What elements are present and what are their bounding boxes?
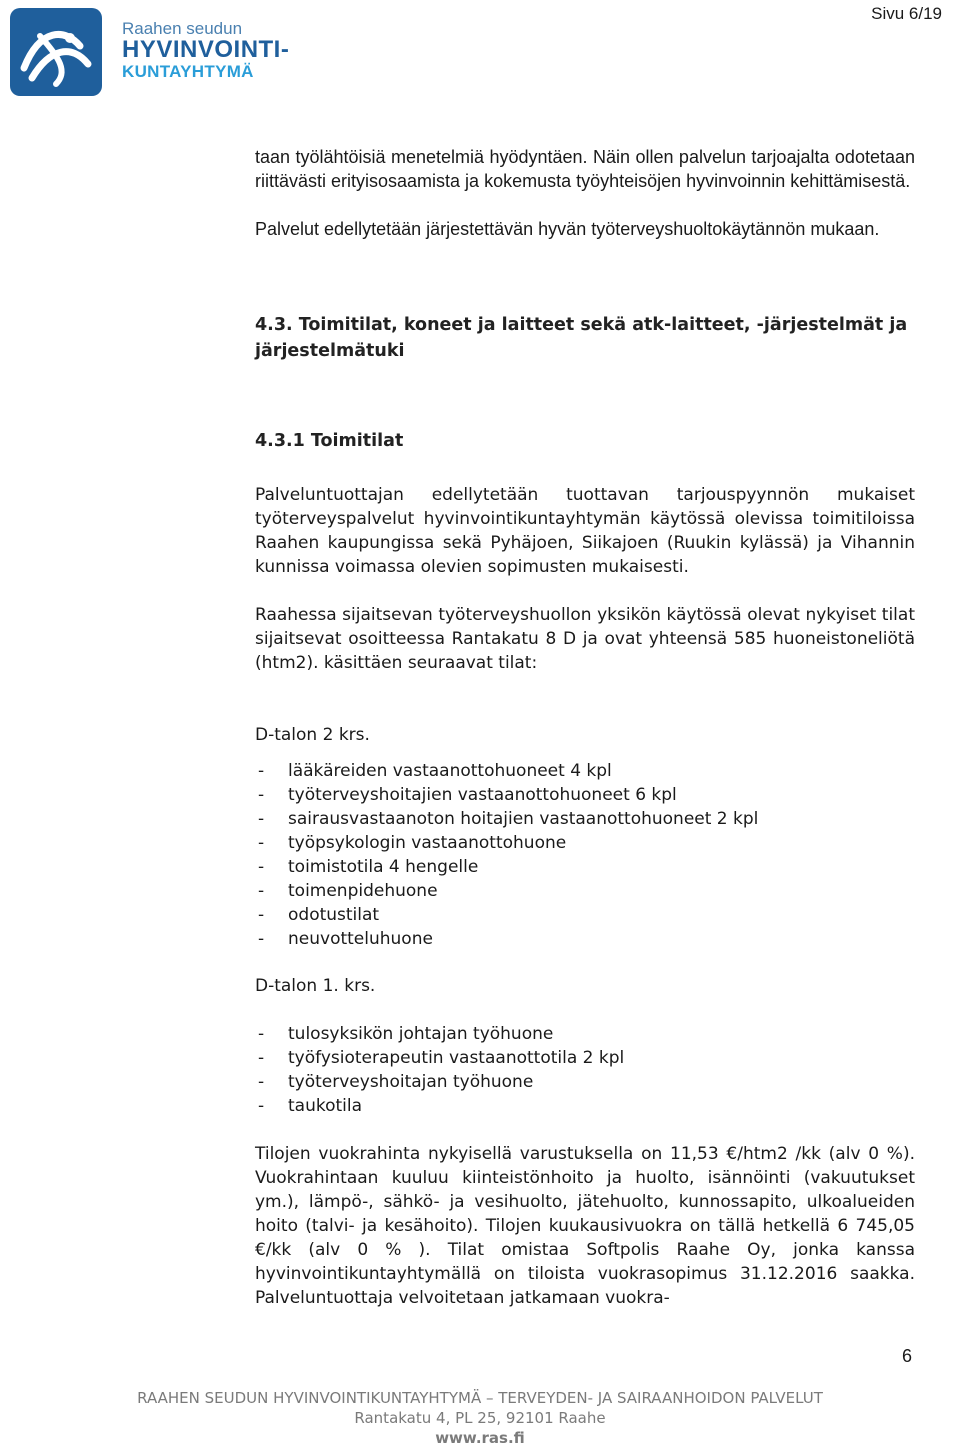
body-paragraph-2: Raahessa sijaitsevan työterveyshuollon yksikön käytössä olevat nykyiset tilat sijaitsevat osoitteessa Rantakatu 8 D ja ovat yhteensä 585 huoneistoneliötä (htm2). käsittäen seuraavat tilat: <box>255 605 915 673</box>
list-item: - neuvotteluhuone <box>255 927 915 951</box>
list-item: - odotustilat <box>255 903 915 927</box>
list-item: - työfysioterapeutin vastaanottotila 2 kpl <box>255 1046 915 1070</box>
logo-line-2: HYVINVOINTI- <box>122 36 290 63</box>
subsection-heading: 4.3.1 Toimitilat <box>255 431 404 451</box>
intro-paragraph-2: Palvelut edellytetään järjestettävän hyvän työterveyshuoltokäytännön mukaan. <box>255 219 880 239</box>
organization-logo <box>10 8 340 100</box>
intro-paragraph-1: taan työlähtöisiä menetelmiä hyödyntäen. Näin ollen palvelun tarjoajalta odotetaan riittävästi erityisosaamista ja kokemusta työyhteisöjen hyvinvoinnin kehittämisestä. <box>255 147 915 191</box>
list-item: - taukotila <box>255 1094 915 1118</box>
list-item: - työterveyshoitajan työhuone <box>255 1070 915 1094</box>
body-paragraph-1: Palveluntuottajan edellytetään tuottavan tarjouspyynnön mukaiset työterveyspalvelut hyvinvointikuntayhtymän käytössä olevissa toimitiloissa Raahen kaupungissa sekä Pyhäjoen, Siikajoen (Ruukin kylässä) ja Vihannin kunnissa voimassa olevien sopimusten mukaisesti. <box>255 485 915 577</box>
logo-line-3: KUNTAYHTYMÄ <box>122 62 254 81</box>
footer-address: Rantakatu 4, PL 25, 92101 Raahe <box>354 1409 606 1427</box>
list-item: - työpsykologin vastaanottohuone <box>255 831 915 855</box>
page-indicator: Sivu 6/19 <box>871 4 942 23</box>
floor1-title: D-talon 1. krs. <box>255 976 376 996</box>
knot-icon <box>10 8 102 96</box>
list-item: - tulosyksikön johtajan työhuone <box>255 1022 915 1046</box>
list-item: - sairausvastaanoton hoitajien vastaanottohuoneet 2 kpl <box>255 807 915 831</box>
page-number: 6 <box>902 1346 913 1366</box>
body-paragraph-3: Tilojen vuokrahinta nykyisellä varustuksella on 11,53 €/htm2 /kk (alv 0 %). Vuokrahintaan kuuluu kiinteistönhoito ja huolto, isännöinti (vakuutukset ym.), lämpö-, sähkö- ja vesihuolto, jätehuolto, kunnossapito, ulkoalueiden hoito (talvi- ja kesähoito). Tilojen kuukausivuokra on tällä hetkellä 6 745,05 €/kk (alv 0 % ). Tilat omistaa Softpolis Raahe Oy, jonka kanssa hyvinvointikuntayhtymällä on tiloista vuokrasopimus 31.12.2016 saakka. Palveluntuottaja velvoitetaan jatkamaan vuokra- <box>255 1144 915 1308</box>
floor2-list <box>255 759 915 951</box>
footer-organization: RAAHEN SEUDUN HYVINVOINTIKUNTAYHTYMÄ – TERVEYDEN- JA SAIRAANHOIDON PALVELUT <box>137 1389 823 1407</box>
list-item: - työterveyshoitajien vastaanottohuoneet 6 kpl <box>255 783 915 807</box>
floor2-title: D-talon 2 krs. <box>255 725 370 745</box>
list-item: - lääkäreiden vastaanottohuoneet 4 kpl <box>255 759 915 783</box>
list-item: - toimistotila 4 hengelle <box>255 855 915 879</box>
list-item: - toimenpidehuone <box>255 879 915 903</box>
floor1-list <box>255 1022 915 1118</box>
footer-website[interactable]: www.ras.fi <box>435 1429 525 1447</box>
logo-line-1: Raahen seudun <box>122 19 243 38</box>
section-heading: 4.3. Toimitilat, koneet ja laitteet sekä atk-laitteet, -järjestelmät ja järjestelmätuki <box>255 315 908 361</box>
logo-text <box>122 20 289 82</box>
